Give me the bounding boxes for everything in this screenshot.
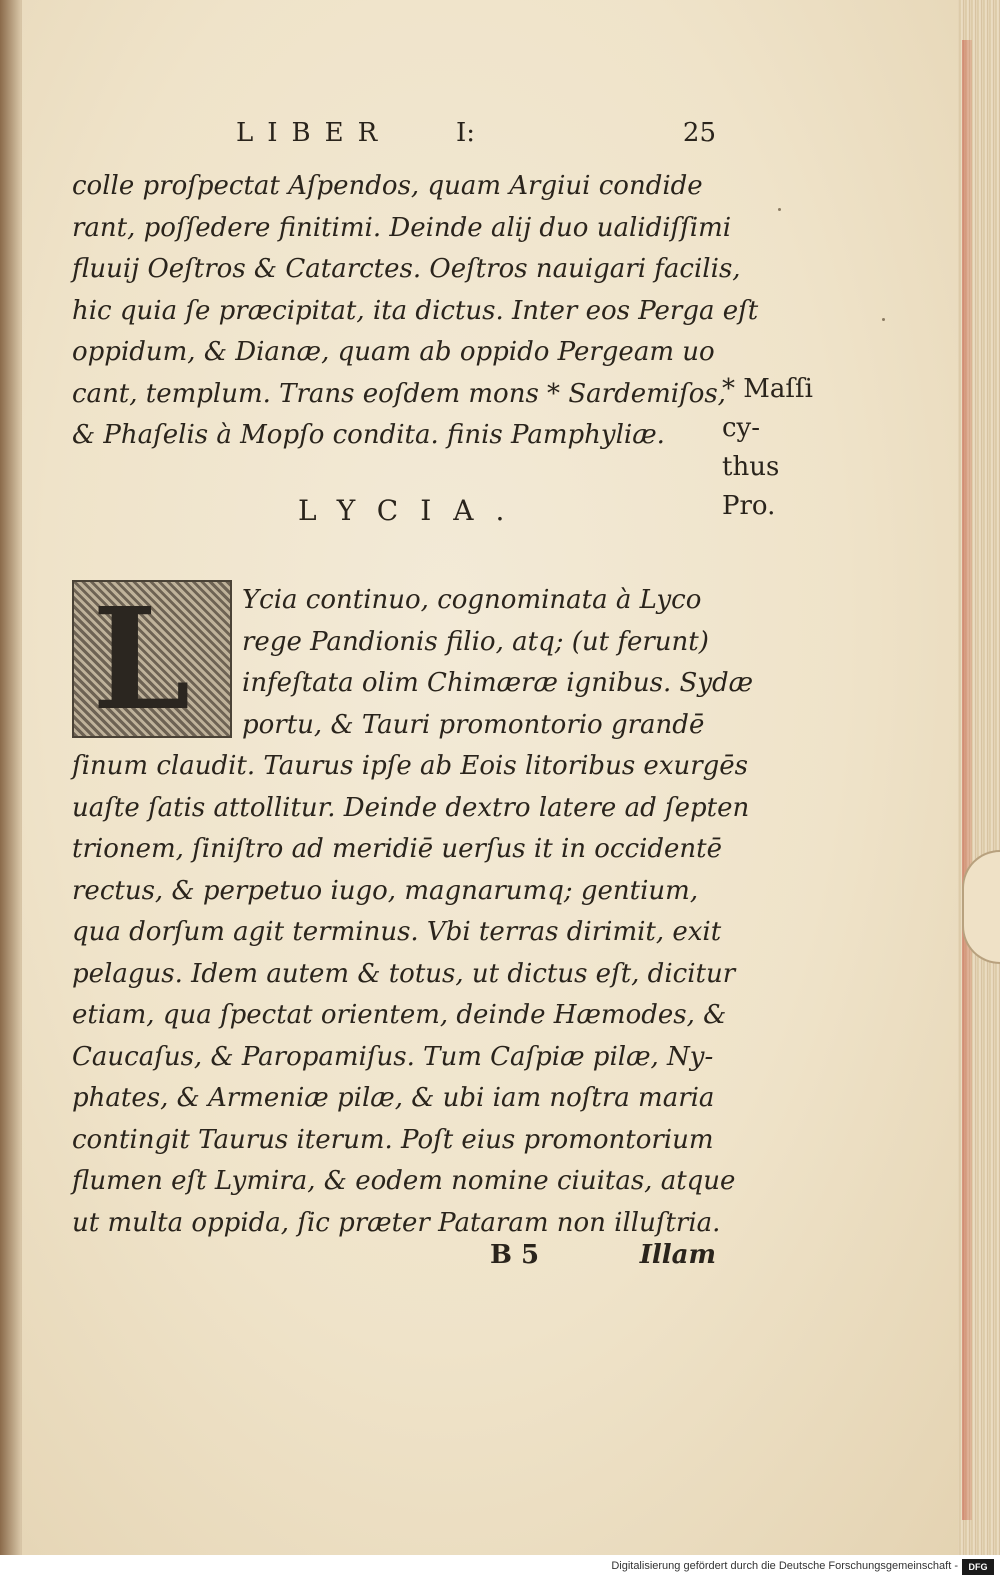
- page-footer: [490, 1240, 716, 1280]
- text-line: ſinum claudit. Taurus ipſe ab Eois litoribus exurgēs: [72, 751, 749, 781]
- text-line: Caucaſus, & Paropamiſus. Tum Caſpiæ pilæ, Ny-: [72, 1041, 714, 1072]
- text-line: cant, templum. Trans eoſdem mons * Sardemiſos,: [72, 378, 726, 409]
- text-line: Ycia continuo, cognominata à Lyco: [242, 585, 702, 615]
- text-line: rege Pandionis filio, atq; (ut ferunt): [242, 626, 709, 657]
- text-line: fluuij Oeſtros & Catarctes. Oeſtros nauigari facilis,: [72, 254, 741, 284]
- text-line: & Phaſelis à Mopſo condita. finis Pamphyliæ.: [72, 420, 665, 450]
- initial-letter: L: [92, 578, 191, 742]
- text-line: contingit Taurus iterum. Poſt eius promontorium: [72, 1124, 714, 1155]
- text-line: colle proſpectat Aſpendos, quam Argiui condide: [72, 171, 703, 201]
- text-line: rectus, & perpetuo iugo, magnarumq; gentium,: [72, 875, 699, 906]
- margin-note-line: cy-: [722, 413, 761, 443]
- text-line: uaſte ſatis attollitur. Deinde dextro latere ad ſepten: [72, 792, 750, 823]
- red-edge-stain: [962, 40, 972, 1520]
- text-line: infeſtata olim Chimæræ ignibus. Sydæ: [242, 668, 754, 698]
- text-line: oppidum, & Dianæ, quam ab oppido Pergeam uo: [72, 337, 715, 367]
- text-line: trionem, ſiniſtro ad meridiē uerſus it in occidentē: [72, 834, 722, 864]
- running-head-title: LIBER: [236, 118, 392, 148]
- text-line: pelagus. Idem autem & totus, ut dictus eſt, dicitur: [72, 958, 736, 989]
- margin-note-line: * Maſſi: [722, 374, 813, 404]
- margin-note-line: Pro.: [722, 491, 776, 521]
- page-number: 25: [682, 118, 716, 148]
- paper-speck: [882, 318, 885, 321]
- book-number: I:: [456, 118, 476, 148]
- running-header: [236, 118, 716, 158]
- text-line: etiam, qua ſpectat orientem, deinde Hæmodes, &: [72, 1000, 727, 1030]
- signature-mark: B 5: [490, 1240, 540, 1270]
- margin-note: [722, 370, 813, 526]
- decorated-initial: [72, 578, 232, 742]
- catchword: Illam: [639, 1240, 716, 1270]
- digitization-credit: [0, 1555, 1000, 1581]
- text-line: ut multa oppida, ſic præter Pataram non illuſtria.: [72, 1207, 721, 1238]
- text-line: rant, poſſedere finitimi. Deinde alij duo ualidiſſimi: [72, 212, 732, 243]
- text-line: hic quia ſe præcipitat, ita dictus. Inter eos Perga eſt: [72, 295, 759, 326]
- text-line: portu, & Tauri promontorio grandē: [242, 709, 705, 740]
- paper-speck: [778, 208, 781, 211]
- page-tab: [962, 850, 1000, 964]
- paragraph-lycia: [72, 746, 750, 1244]
- paragraph-lycia-opening: [242, 580, 754, 746]
- text-line: phates, & Armeniæ pilæ, & ubi iam noſtra maria: [72, 1083, 715, 1113]
- margin-note-line: thus: [722, 452, 780, 482]
- section-heading: LYCIA.: [298, 494, 527, 527]
- text-line: qua dorſum agit terminus. Vbi terras dirimit, exit: [72, 917, 722, 947]
- text-line: flumen eſt Lymira, & eodem nomine ciuitas, atque: [72, 1166, 736, 1196]
- credit-text: Digitalisierung gefördert durch die Deutsche Forschungsgemeinschaft -: [611, 1560, 958, 1572]
- dfg-logo: DFG: [962, 1559, 994, 1575]
